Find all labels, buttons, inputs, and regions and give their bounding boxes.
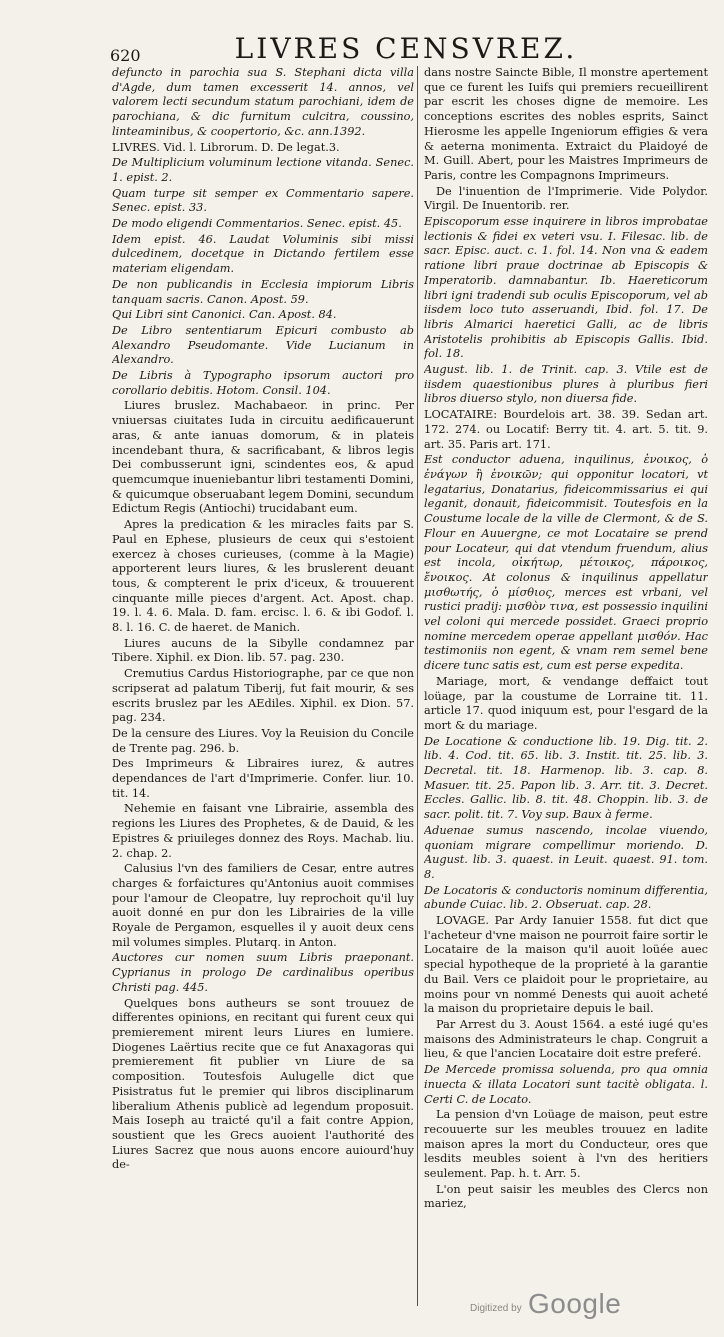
paragraph: Quelques bons autheurs se sont trouuez de differentes opinions, en recitant qui furent ceux qui premierement mirent leurs Liures en lumiere. Diogenes Laërtius recite que ce fut Anaxagoras qui premierement fit publier vn Liure de sa composition. Toutesfois Aulugelle dict que Pisistratus fut le premier qui libros disciplinarum liberalium Athenis publicè ad legendum proposuit. Mais Ioseph au traicté qu'il a fait contre Appion, soustient que les Grecs auoient l'authorité des Liures Sacrez que nous auons encore auiourd'huy de- [112, 996, 414, 1172]
paragraph: Aduenae sumus nascendo, incolae viuendo, quoniam migrare compellimur moriendo. D. August. lib. 3. quaest. in Leuit. quaest. 91. tom. 8. [424, 823, 708, 881]
paragraph: De Mercede promissa soluenda, pro qua omnia inuecta & illata Locatori sunt tacitè obligata. l. Certi C. de Locato. [424, 1063, 708, 1106]
google-logo: Google [528, 1288, 622, 1319]
paragraph: La pension d'vn Loüage de maison, peut estre recouuerte sur les meubles trouuez en ladite maison apres la mort du Conducteur, ores que lesdits meubles soient à l'vn des heritiers seulement. Pap. h. t. Arr. 5. [424, 1108, 708, 1181]
paragraph: Des Imprimeurs & Libraires iurez, & autres dependances de l'art d'Imprimerie. Confer. liur. 10. tit. 14. [112, 757, 414, 800]
paragraph: De Libris à Typographo ipsorum auctori pro corollario debitis. Hotom. Consil. 104. [112, 369, 414, 397]
paragraph: LOVAGE. Par Ardy Ianuier 1558. fut dict que l'acheteur d'vne maison ne pourroit faire sortir le Locataire de la maison qu'il auoit loüée auec special hypotheque de la proprieté à la garantie du Bail. Vers ce plaidoit pour le proprietaire, au moins pour vn nommé Denests qui auoit acheté la maison du proprietaire depuis le bail. [424, 914, 708, 1016]
paragraph: Calusius l'vn des familiers de Cesar, entre autres charges & forfaictures qu'Antonius auoit commises pour l'amour de Cleopatre, luy reprochoit qu'il luy auoit donné en pur don les Librairies de la ville Royale de Pergamon, esquelles il y auoit deux cens mil volumes simples. Plutarq. in Anton. [112, 862, 414, 949]
paragraph: De Locatoris & conductoris nominum differentia, abunde Cuiac. lib. 2. Obseruat. cap. 28. [424, 883, 708, 912]
paragraph: Quam turpe sit semper ex Commentario sapere. Senec. epist. 33. [112, 186, 414, 215]
paragraph: defuncto in parochia sua S. Stephani dicta villa d'Agde, dum tamen excesserit 14. annos, vel valorem lecti secundum statum parochiani, idem de parochiana, & dic furnitum culcitra, coussino, linteaminibus, & coopertorio, &c. ann.1392. [112, 66, 414, 138]
paragraph: Qui Libri sint Canonici. Can. Apost. 84. [112, 308, 337, 322]
page-title: LIVRES CENSVREZ. [234, 32, 578, 65]
paragraph: Auctores cur nomen suum Libris praeponant. Cyprianus in prologo De cardinalibus operibus Christi pag. 445. [112, 951, 414, 994]
paragraph: Episcoporum esse inquirere in libros improbatae lectionis & fidei ex veteri vsu. I. Filesac. lib. de sacr. Episc. auct. c. 1. fol. 14. Non vna & eadem ratione libri praue doctrinae ab Episcopis & Imperatorib. damnabantur. Ib. Haereticorum libri igni tradendi sub oculis Episcoporum, vel ab iisdem loco tuto asseruandi, Ibid. fol. 17. De libris Almarici haeretici Galli, ac de libris Aristotelis prohibitis ab Episcopis Gallis. Ibid. fol. 18. [424, 215, 708, 361]
paragraph: LIVRES. Vid. l. Librorum. D. De legat.3. [112, 140, 340, 154]
running-header [96, 32, 716, 65]
page-number: 620 [110, 46, 141, 65]
paragraph: Liures aucuns de la Sibylle condamnez par Tibere. Xiphil. ex Dion. lib. 57. pag. 230. [112, 636, 414, 665]
paragraph: August. lib. 1. de Trinit. cap. 3. Vtile est de iisdem quaestionibus plures à pluribus fieri libros diuerso stylo, non diuersa fide. [424, 363, 708, 406]
paragraph: Apres la predication & les miracles faits par S. Paul en Ephese, plusieurs de ceux qui s'estoient exercez à choses curieuses, (comme à la Magie) apporterent leurs liures, & les bruslerent deuant tous, & compterent le prix d'iceux, & trouuerent cinquante mille pieces d'argent. Act. Apost. chap. 19. l. 4. 6. Mala. D. fam. ercisc. l. 6. & ibi Godof. l. 8. l. 16. C. de haeret. de Manich. [112, 518, 414, 635]
paragraph: De modo eligendi Commentarios. Senec. epist. 45. [112, 217, 402, 231]
paragraph: De non publicandis in Ecclesia impiorum Libris tanquam sacris. Canon. Apost. 59. [112, 277, 414, 306]
column-divider [417, 66, 418, 1306]
watermark-prefix: Digitized by [470, 1303, 522, 1314]
paragraph: De Multiplicium voluminum lectione vitanda. Senec. 1. epist. 2. [112, 156, 414, 184]
paragraph: De la censure des Liures. Voy la Reuision du Concile de Trente pag. 296. b. [112, 726, 414, 755]
paragraph: Est conductor aduena, inquilinus, ἐνοικος, ὁ ἐνάγων ἢ ἐνοικῶν; qui opponitur locatori, vt legatarius, Donatarius, fideicommissarius ei qui leganit, donauit, fideicommisit. Toutesfois en la Coustume locale de la ville de Clermont, & de S. Flour en Auuergne, ce mot Locataire se prend pour Locateur, qui dat vtendum fruendum, alius est incola, οἰκήτωρ, μέτοικος, πάροικος, ἔνοικος. At colonus & inquilinus appellatur μισθωτής, ὁ μίσθιος, merces est vrbani, vel rustici pradij: μισθὸν τινα, est possessio inquilini vel coloni qui mercede possidet. Graeci proprio nomine mercedem operae appellant μισθόν. Hac testimoniis non egent, & vnam rem semel bene dicere tunc satis est, cum est perse expedita. [424, 453, 708, 673]
paragraph: Liures bruslez. Machabaeor. in princ. Per vniuersas ciuitates Iuda in circuitu aedificauerunt aras, & ante ianuas domorum, & in plateis incendebant thura, & sacrificabant, & libros legis Dei combusserunt igni, scindentes eos, & apud quemcumque inueniebantur libri testamenti Domini, & quicumque obseruabant legem Domini, secundum Edictum Regis (Antiochi) trucidabant eum. [112, 399, 414, 516]
paragraph: De l'inuention de l'Imprimerie. Vide Polydor. Virgil. De Inuentorib. rer. [424, 184, 708, 213]
paragraph: Cremutius Cardus Historiographe, par ce que non scripserat ad palatum Tiberij, fut fait mourir, & ses escrits bruslez par les AEdiles. Xiphil. ex Dion. 57. pag. 234. [112, 667, 414, 725]
paragraph: De Locatione & conductione lib. 19. Dig. tit. 2. lib. 4. Cod. tit. 65. lib. 3. Instit. tit. 25. lib. 3. Decretal. tit. 18. Harmenop. lib. 3. cap. 8. Masuer. tit. 25. Papon lib. 3. Arr. tit. 3. Decret. Eccles. Gallic. lib. 8. tit. 48. Choppin. lib. 3. de sacr. polit. tit. 7. Voy sup. Baux à ferme. [424, 734, 708, 822]
paragraph: LOCATAIRE: Bourdelois art. 38. 39. Sedan art. 172. 274. ou Locatif: Berry tit. 4. art. 5. tit. 9. art. 35. Paris art. 171. [424, 408, 708, 451]
right-column [424, 66, 708, 1306]
paragraph: Par Arrest du 3. Aoust 1564. a esté iugé qu'es maisons des Administrateurs le chap. Congruit a lieu, & que l'ancien Locataire doit estre preferé. [424, 1018, 708, 1061]
paragraph: Mariage, mort, & vendange deffaict tout loüage, par la coustume de Lorraine tit. 11. article 17. quod iniquum est, pour l'esgard de la mort & du mariage. [424, 674, 708, 732]
paragraph: dans nostre Saincte Bible, Il monstre apertement que ce furent les Iuifs qui premiers recueillirent par escrit les choses digne de memoire. Les conceptions escrites des nobles esprits, Sainct Hierosme les appelle Ingeniorum effigies & vera & aeterna monimenta. Extraict du Plaidoyé de M. Guill. Abert, pour les Maistres Imprimeurs de Paris, contre les Compagnons Imprimeurs. [424, 66, 708, 182]
google-watermark [470, 1284, 710, 1320]
paragraph: L'on peut saisir les meubles des Clercs non mariez, [424, 1182, 708, 1211]
paragraph: De Libro sententiarum Epicuri combusto ab Alexandro Pseudomante. Vide Lucianum in Alexandro. [112, 323, 414, 367]
left-column [112, 66, 414, 1306]
paragraph: Nehemie en faisant vne Librairie, assembla des regions les Liures des Prophetes, & de Dauid, & les Epistres & priuileges donnez des Roys. Machab. liu. 2. chap. 2. [112, 802, 414, 860]
paragraph: Idem epist. 46. Laudat Voluminis sibi missi dulcedinem, docetque in Dictando fertilem esse materiam eligendam. [112, 232, 414, 276]
